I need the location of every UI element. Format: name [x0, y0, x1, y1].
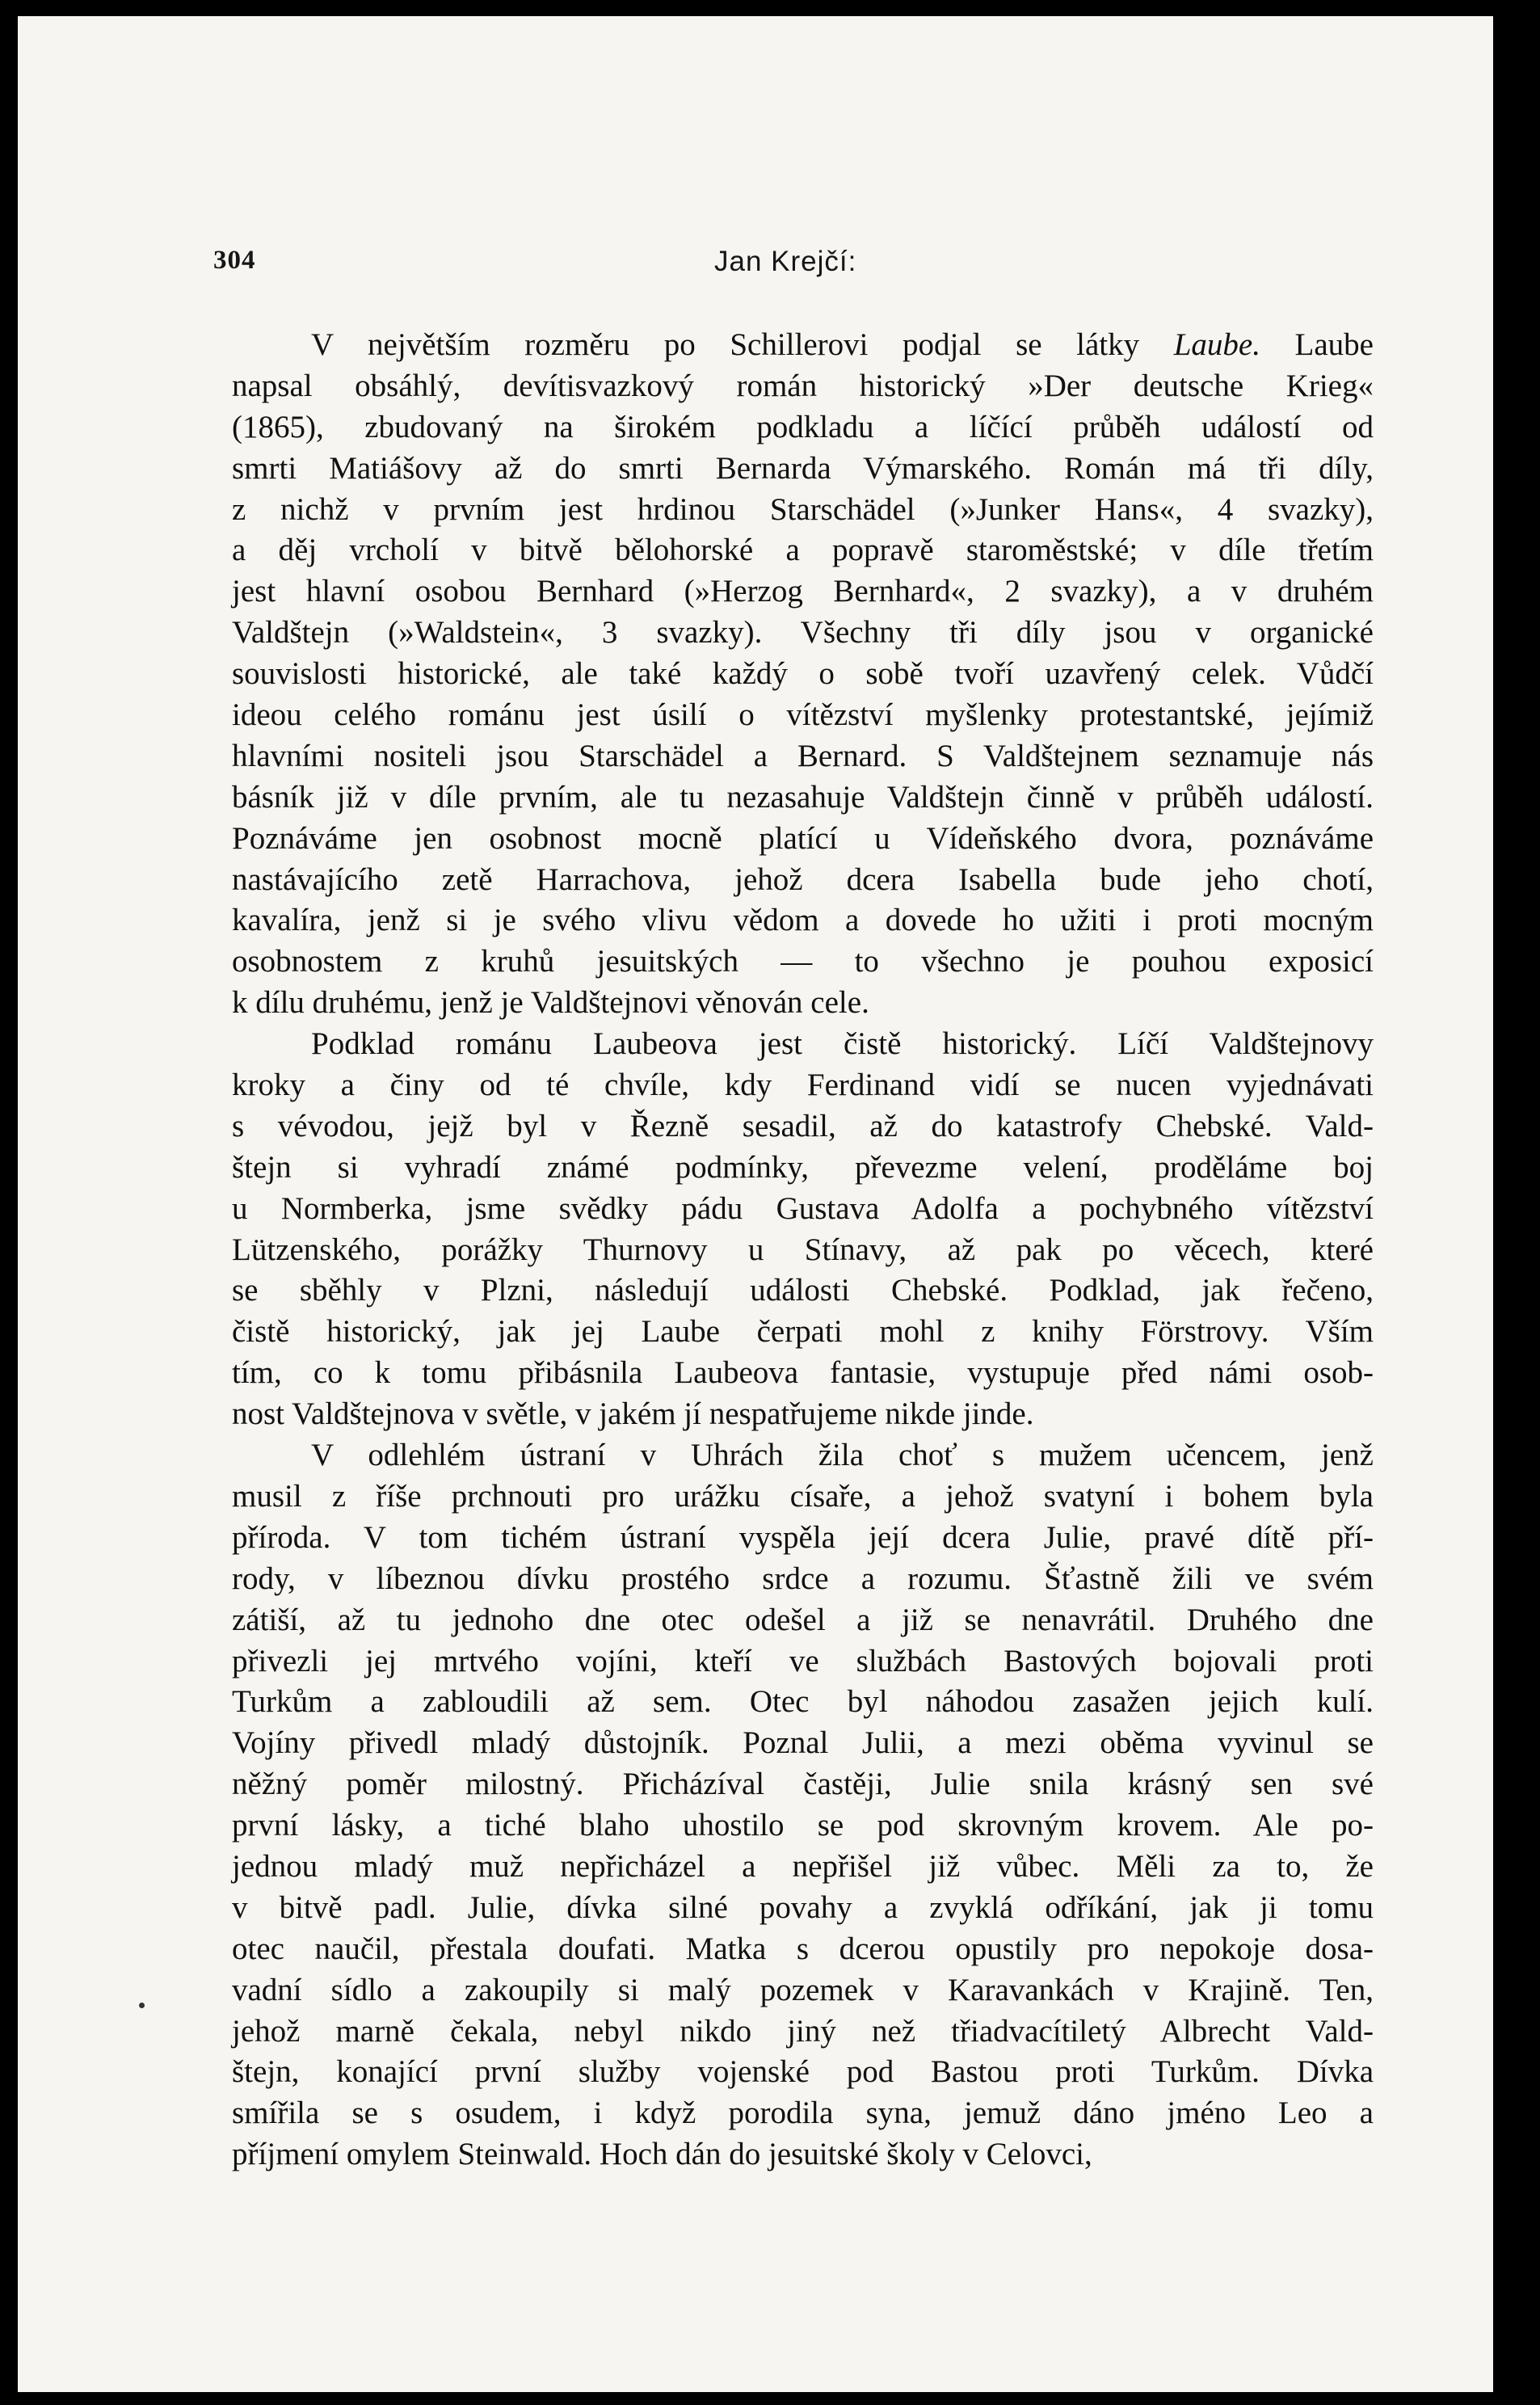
- text-line: se sběhly v Plzni, následují události Chebské. Podklad, jak řečeno,: [232, 1273, 1374, 1308]
- text-line: čistě historický, jak jej Laube čerpati mohl z knihy Förstrovy. Vším: [232, 1314, 1374, 1350]
- text-line: V odlehlém ústraní v Uhrách žila choť s mužem učencem, jenž: [311, 1438, 1374, 1473]
- text-line: (1865), zbudovaný na širokém podkladu a líčící průběh událostí od: [232, 409, 1374, 444]
- running-head: Jan Krejčí:: [714, 246, 857, 277]
- text-line: k dílu druhému, jenž je Valdštejnovi věnován cele.: [232, 985, 869, 1021]
- text-line: nost Valdštejnova v světle, v jakém jí nespatřujeme nikde jinde.: [232, 1396, 1034, 1432]
- text-line: první lásky, a tiché blaho uhostilo se pod skrovným krovem. Ale po-: [232, 1808, 1374, 1843]
- text-line: Vojíny přivedl mladý důstojník. Poznal Julii, a mezi oběma vyvinul se: [232, 1725, 1374, 1761]
- text-line: musil z říše prchnouti pro urážku císaře, a jehož svatyní i bohem byla: [232, 1478, 1374, 1514]
- body-text: [232, 325, 1374, 2175]
- text-line: zátiší, až tu jednoho dne otec odešel a již se nenavrátil. Druhého dne: [232, 1602, 1374, 1637]
- text-line: Turkům a zabloudili až sem. Otec byl náhodou zasažen jejich kulí.: [232, 1684, 1374, 1720]
- page-number: 304: [213, 246, 256, 275]
- paragraph: [232, 1435, 1374, 2175]
- text-line: smířila se s osudem, i když porodila syna, jemuž dáno jméno Leo a: [232, 2095, 1374, 2131]
- text-line: Lützenského, porážky Thurnovy u Stínavy, až pak po věcech, které: [232, 1232, 1374, 1267]
- paragraph: [232, 1024, 1374, 1435]
- text-line: osobnostem z kruhů jesuitských — to všechno je pouhou exposicí: [232, 944, 1374, 979]
- text-line: něžný poměr milostný. Přicházíval častěji, Julie snila krásný sen své: [232, 1767, 1374, 1802]
- text-line: smrti Matiášovy až do smrti Bernarda Výmarského. Román má tři díly,: [232, 450, 1374, 486]
- text-line: s vévodou, jejž byl v Řezně sesadil, až do katastrofy Chebské. Vald-: [232, 1108, 1374, 1144]
- text-line: básník již v díle prvním, ale tu nezasahuje Valdštejn činně v průběh událostí.: [232, 779, 1374, 815]
- page-header: [213, 241, 1369, 289]
- text-line: Podklad románu Laubeova jest čistě historický. Líčí Valdštejnovy: [311, 1026, 1374, 1062]
- text-line: rody, v líbeznou dívku prostého srdce a rozumu. Šťastně žili ve svém: [232, 1561, 1374, 1596]
- text-line: jednou mladý muž nepřicházel a nepřišel již vůbec. Měli za to, že: [232, 1848, 1374, 1884]
- text-line: štejn, konající první služby vojenské pod Bastou proti Turkům. Dívka: [232, 2054, 1374, 2090]
- text-line: tím, co k tomu přibásnila Laubeova fantasie, vystupuje před námi osob-: [232, 1355, 1374, 1391]
- text-line: napsal obsáhlý, devítisvazkový román historický »Der deutsche Krieg«: [232, 368, 1374, 403]
- text-line: jest hlavní osobou Bernhard (»Herzog Bernhard«, 2 svazky), a v druhém: [232, 574, 1374, 609]
- margin-mark: [139, 2003, 145, 2008]
- text-line: v bitvě padl. Julie, dívka silné povahy a zvyklá odříkání, jak ji tomu: [232, 1889, 1374, 1925]
- text-line: V největším rozměru po Schillerovi podjal se látky Laube. Laube: [311, 327, 1374, 362]
- text-line: jehož marně čekala, nebyl nikdo jiný než třiadvacítiletý Albrecht Vald-: [232, 2013, 1374, 2049]
- text-line: kroky a činy od té chvíle, kdy Ferdinand vidí se nucen vyjednávati: [232, 1068, 1374, 1103]
- text-line: ideou celého románu jest úsilí o vítězství myšlenky protestantské, jejímiž: [232, 697, 1374, 733]
- text-line: hlavními nositeli jsou Starschädel a Bernard. S Valdštejnem seznamuje nás: [232, 738, 1374, 773]
- text-line: Valdštejn (»Waldstein«, 3 svazky). Všechny tři díly jsou v organické: [232, 615, 1374, 651]
- text-line: příroda. V tom tichém ústraní vyspěla její dcera Julie, pravé dítě pří-: [232, 1519, 1374, 1555]
- text-line: kavalíra, jenž si je svého vlivu vědom a dovede ho užiti i proti mocným: [232, 903, 1374, 938]
- text-line: příjmení omylem Steinwald. Hoch dán do jesuitské školy v Celovci,: [232, 2137, 1092, 2172]
- text-line: štejn si vyhradí známé podmínky, převezme velení, proděláme boj: [232, 1149, 1374, 1185]
- text-line: u Normberka, jsme svědky pádu Gustava Adolfa a pochybného vítězství: [232, 1190, 1374, 1226]
- text-line: nastávajícího zetě Harrachova, jehož dcera Isabella bude jeho chotí,: [232, 861, 1374, 897]
- text-line: Poznáváme jen osobnost mocně platící u Vídeňského dvora, poznáváme: [232, 820, 1374, 856]
- italic-name: Laube.: [1173, 327, 1260, 362]
- text-line: vadní sídlo a zakoupily si malý pozemek v Karavankách v Krajině. Ten,: [232, 1972, 1374, 2007]
- text-line: otec naučil, přestala doufati. Matka s dcerou opustily pro nepokoje dosa-: [232, 1931, 1374, 1966]
- scan-border: [1493, 0, 1540, 2405]
- paragraph: [232, 325, 1374, 1024]
- text-line: přivezli jej mrtvého vojíni, kteří ve službách Bastových bojovali proti: [232, 1643, 1374, 1678]
- text-line: a děj vrcholí v bitvě bělohorské a popravě staroměstské; v díle třetím: [232, 533, 1374, 568]
- text-line: souvislosti historické, ale také každý o sobě tvoří uzavřený celek. Vůdčí: [232, 656, 1374, 692]
- text-line: z nichž v prvním jest hrdinou Starschädel (»Junker Hans«, 4 svazky),: [232, 491, 1374, 527]
